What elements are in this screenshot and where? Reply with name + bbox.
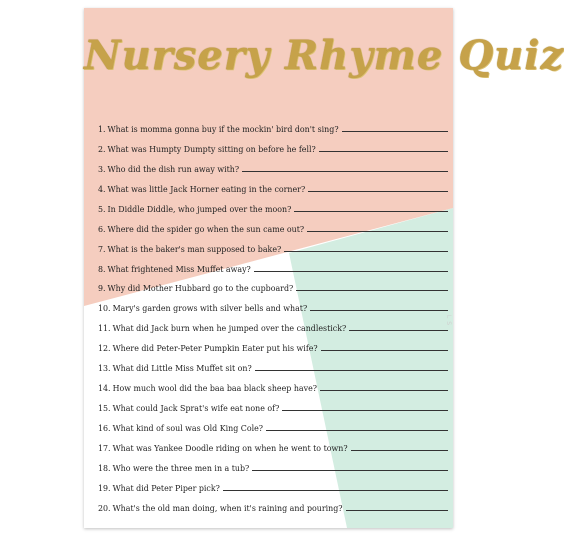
answer-line[interactable] <box>349 330 448 331</box>
answer-line[interactable] <box>307 231 448 232</box>
question-row <box>98 393 448 413</box>
question-text: What frightened Miss Muffet away? <box>107 264 251 274</box>
question-text: What did Peter Piper pick? <box>112 483 220 493</box>
question-row <box>98 254 448 274</box>
answer-line[interactable] <box>319 151 448 152</box>
question-row <box>98 293 448 313</box>
question-number: 14. <box>98 384 111 394</box>
question-number: 4. <box>98 184 106 194</box>
question-number: 11. <box>98 324 111 334</box>
question-row <box>98 234 448 254</box>
question-text: In Diddle Diddle, who jumped over the moon? <box>107 204 292 214</box>
watermark: LS <box>445 314 453 329</box>
question-text: What could Jack Sprat's wife eat none of? <box>112 404 280 414</box>
question-text: What is the baker's man supposed to bake? <box>107 244 282 254</box>
question-row <box>98 413 448 433</box>
question-row <box>98 194 448 214</box>
question-number: 2. <box>98 144 106 154</box>
answer-line[interactable] <box>342 131 448 132</box>
answer-line[interactable] <box>308 191 448 192</box>
question-text: Where did Peter-Peter Pumpkin Eater put his wife? <box>112 344 318 354</box>
question-number: 1. <box>98 124 106 134</box>
question-text: What kind of soul was Old King Cole? <box>112 424 264 433</box>
question-text: How much wool did the baa baa black sheep have? <box>112 384 317 394</box>
question-text: What did Little Miss Muffet sit on? <box>112 364 252 374</box>
answer-line[interactable] <box>296 290 448 291</box>
quiz-title: Nursery Rhyme Quiz <box>84 32 564 79</box>
answer-line[interactable] <box>284 251 448 252</box>
question-row <box>98 453 448 473</box>
question-number: 7. <box>98 244 106 254</box>
question-number: 17. <box>98 443 111 453</box>
question-row <box>98 214 448 234</box>
question-text: Where did the spider go when the sun came out? <box>107 224 305 234</box>
question-row <box>98 373 448 393</box>
question-number: 5. <box>98 204 106 214</box>
question-row <box>98 313 448 333</box>
question-row <box>98 473 448 493</box>
question-number: 18. <box>98 463 111 473</box>
question-text: Mary's garden grows with silver bells and what? <box>112 304 308 314</box>
answer-line[interactable] <box>282 410 448 411</box>
question-number: 13. <box>98 364 111 374</box>
answer-line[interactable] <box>266 430 448 431</box>
answer-line[interactable] <box>254 271 448 272</box>
answer-line[interactable] <box>346 510 448 511</box>
answer-line[interactable] <box>351 450 448 451</box>
question-number: 10. <box>98 304 111 314</box>
question-text: What was little Jack Horner eating in the corner? <box>107 184 306 194</box>
question-number: 16. <box>98 424 111 433</box>
question-number: 15. <box>98 404 111 414</box>
question-text: Who did the dish run away with? <box>107 164 240 174</box>
answer-line[interactable] <box>242 171 448 172</box>
answer-line[interactable] <box>252 470 448 471</box>
answer-line[interactable] <box>321 350 448 351</box>
answer-line[interactable] <box>223 490 448 491</box>
question-text: What did Jack burn when he jumped over the candlestick? <box>112 324 347 334</box>
answer-line[interactable] <box>255 370 448 371</box>
question-number: 6. <box>98 224 106 234</box>
question-number: 3. <box>98 164 106 174</box>
question-number: 19. <box>98 483 111 493</box>
question-text: What is momma gonna buy if the mockin' bird don't sing? <box>107 124 339 134</box>
question-row <box>98 493 448 513</box>
question-text: Who were the three men in a tub? <box>112 463 250 473</box>
question-text: What was Humpty Dumpty sitting on before he fell? <box>107 144 316 154</box>
answer-line[interactable] <box>294 211 448 212</box>
question-row <box>98 134 448 154</box>
question-number: 8. <box>98 264 106 274</box>
question-row <box>98 174 448 194</box>
answer-line[interactable] <box>320 390 448 391</box>
question-number: 9. <box>98 284 106 294</box>
question-row <box>98 333 448 353</box>
quiz-card <box>84 8 564 528</box>
question-text: What was Yankee Doodle riding on when he went to town? <box>112 443 348 453</box>
question-number: 12. <box>98 344 111 354</box>
question-text: What's the old man doing, when it's raining and pouring? <box>112 503 343 513</box>
question-number: 20. <box>98 503 111 513</box>
question-row <box>98 114 448 134</box>
answer-line[interactable] <box>310 310 448 311</box>
question-row <box>98 154 448 174</box>
question-list <box>98 114 448 513</box>
question-row <box>98 353 448 373</box>
question-row <box>98 433 448 453</box>
question-row <box>98 274 448 294</box>
question-text: Why did Mother Hubbard go to the cupboard? <box>107 284 294 294</box>
